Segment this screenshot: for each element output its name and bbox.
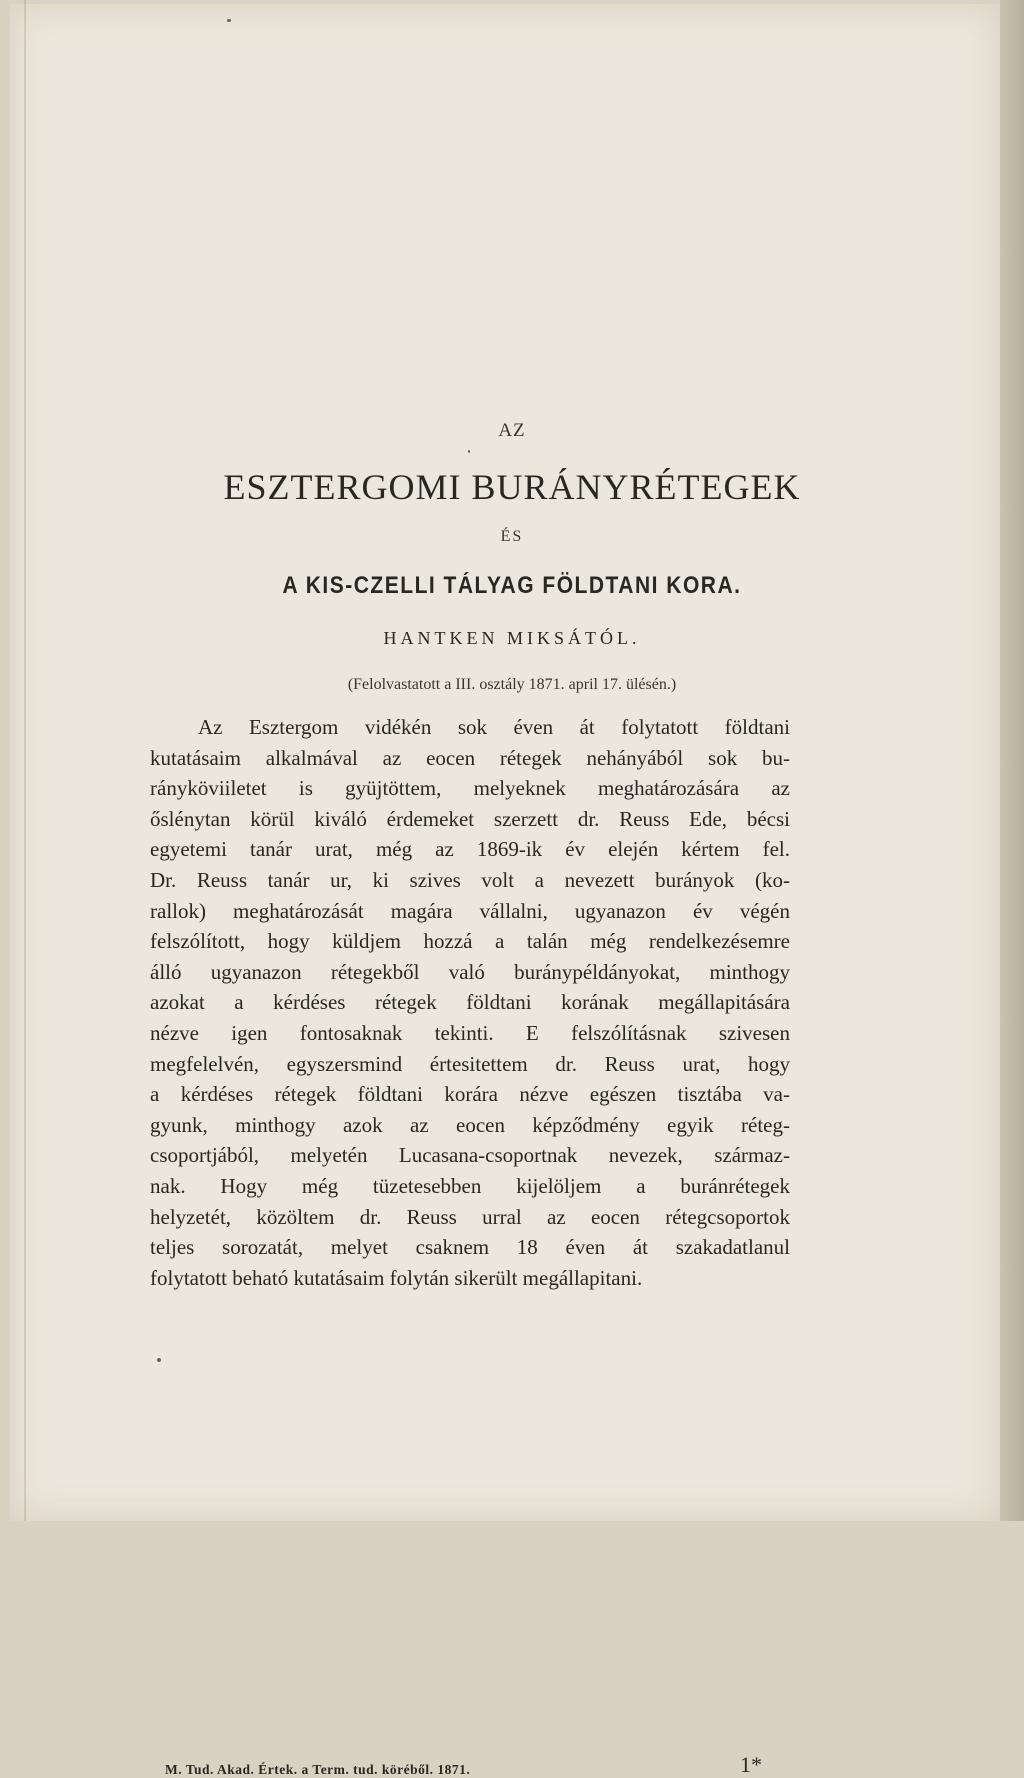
page-edge — [1000, 0, 1024, 1521]
body-line: felszólított, hogy küldjem hozzá a talán még rendelkezésemre — [150, 929, 790, 954]
heading-subtitle: A KIS-CZELLI TÁLYAG FÖLDTANI KORA. — [282, 572, 742, 599]
body-line: csoportjából, melyetén Lucasana-csoportnak nevezek, származ- — [150, 1143, 790, 1168]
body-line: őslénytan körül kiváló érdemeket szerzett dr. Reuss Ede, bécsi — [150, 806, 790, 831]
body-line: a kérdéses rétegek földtani korára nézve egészen tisztába va- — [150, 1082, 790, 1107]
paper-speck — [157, 1358, 161, 1362]
body-line: gyunk, minthogy azok az eocen képződmény egyik réteg- — [150, 1112, 790, 1137]
paper-speck — [468, 450, 470, 453]
footer-source: M. Tud. Akad. Értek. a Term. tud. köréből. 1871. — [165, 1762, 471, 1777]
body-line: azokat a kérdéses rétegek földtani korának megállapitására — [150, 990, 790, 1015]
heading-author: HANTKEN MIKSÁTÓL. — [383, 628, 641, 648]
body-line: nézve igen fontosaknak tekinti. E felszólításnak szivesen — [150, 1020, 790, 1045]
body-line: rallok) meghatározását magára vállalni, ugyanazon év végén — [150, 898, 790, 923]
heading-title: ESZTERGOMI BURÁNYRÉTEGEK — [223, 467, 801, 507]
body-line: rányköviiletet is gyüjtöttem, melyeknek meghatározására az — [150, 776, 790, 801]
footer-signature: 1* — [740, 1752, 762, 1777]
body-line: folytatott beható kutatásaim folytán sikerült megállapitani. — [150, 1265, 643, 1290]
body-line: kutatásaim alkalmával az eocen rétegek nehányából sok bu- — [150, 745, 790, 770]
page-left-margin-line — [24, 0, 26, 1521]
body-line: egyetemi tanár urat, még az 1869-ik év elején kértem fel. — [150, 837, 790, 862]
body-paragraph — [150, 712, 790, 1293]
body-line: helyzetét, közöltem dr. Reuss urral az eocen rétegcsoportok — [150, 1204, 790, 1229]
body-line: teljes sorozatát, melyet csaknem 18 éven át szakadatlanul — [150, 1235, 790, 1260]
heading-note: (Felolvastatott a III. osztály 1871. april 17. ülésén.) — [347, 676, 677, 693]
heading-conjunction: ÉS — [500, 528, 524, 545]
body-line: nak. Hogy még tüzetesebben kijelöljem a buránrétegek — [150, 1173, 790, 1198]
body-line: álló ugyanazon rétegekből való buránypéldányokat, minthogy — [150, 959, 790, 984]
body-line: megfelelvén, egyszersmind értesitettem dr. Reuss urat, hogy — [150, 1051, 790, 1076]
heading-pre: AZ — [498, 420, 526, 441]
body-line: Dr. Reuss tanár ur, ki szives volt a nevezett burányok (ko- — [150, 867, 790, 892]
body-line: Az Esztergom vidékén sok éven át folytatott földtani — [198, 715, 790, 739]
paper-speck — [227, 19, 231, 22]
